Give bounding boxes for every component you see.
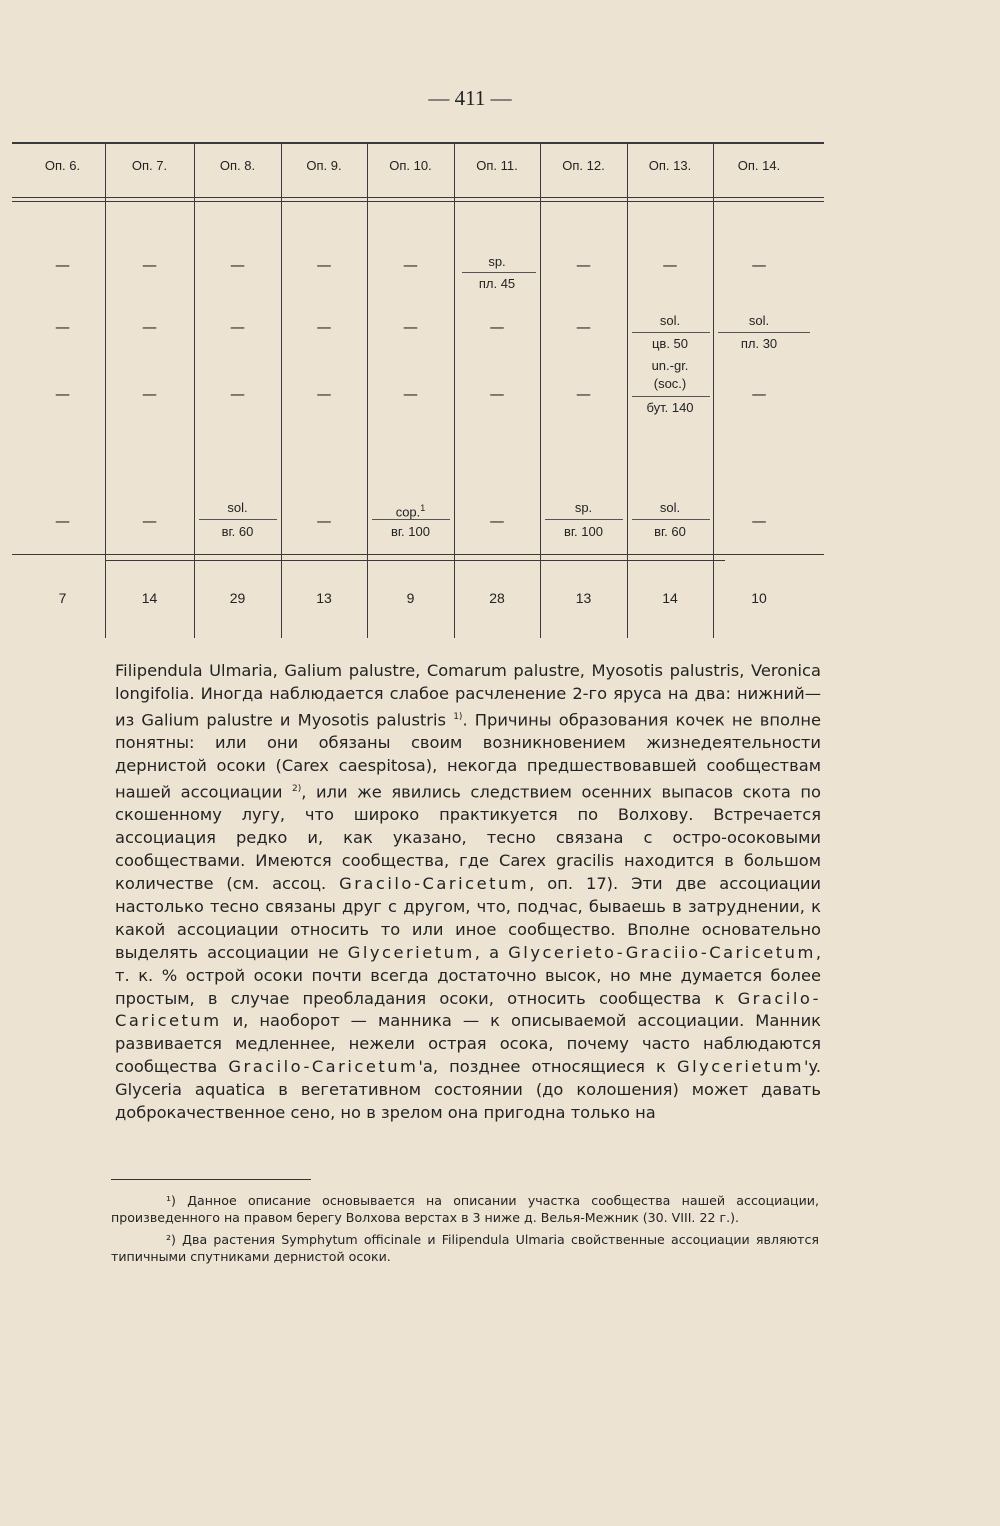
table-cell-dash: — [403,256,418,274]
header-op9: Оп. 9. [306,158,342,173]
page-number: — 411 — [428,86,512,110]
cell-separator [632,396,710,397]
table-cell-dash: — [403,318,418,336]
header-op7: Оп. 7. [131,158,168,173]
table-cell-value: вг. 100 [391,524,430,539]
header-op12: Оп. 12. [562,158,605,173]
text-run: 'a, позднее относящиеся к [418,1057,666,1077]
table-cell-value: sp. [488,254,506,269]
cell-separator [718,332,810,333]
table-cell-value: un.-gr. [651,358,689,373]
table-cell-value: вг. 60 [654,524,686,539]
footnote-mark: 1 [420,503,426,513]
table-cell-dash: — [576,385,591,403]
table-cell-value: sol. [659,500,681,515]
header-rule-2 [12,201,824,202]
table-cell-dash: — [230,256,245,274]
total-op6: 7 [58,590,67,606]
table-cell-dash: — [55,512,70,530]
text-run: Filipendula Ulmaria, Galium palustre, Comarum palustre, Myosotis palustris, Veronica longifolia. Иногда наблюдается слабое расчленение 2-го яруса на два: нижний—из Galium palustre и Myosotis palustris [115,661,821,730]
body-paragraph [115,660,821,1125]
cell-separator [632,332,710,333]
term-gracilo-caricetum: Gracilo-Caricetum [228,1057,419,1077]
total-op11: 28 [489,590,505,606]
text-run: , а [474,942,500,962]
text-run: . Причины образования кочек не вполне понятны: или они обязаны своим возникновением жизнедеятельности дернистой осоки (Carex caespitosa), некогда предшествовавшей сообществам нашей ассоциации [115,710,821,802]
header-op14: Оп. 14. [737,158,781,173]
text-run: 'y. Glyceria aquatica в вегетативном состоянии (до колошения) может давать доброкачественное сено, но в зрелом она пригодна только на [115,1057,821,1123]
header-op6: Оп. 6. [44,158,81,173]
table-cell-value: бут. 140 [646,400,694,415]
table-cell-value: sol. [227,500,248,515]
header-op8: Оп. 8. [219,158,256,173]
table-cell-dash: — [55,385,70,403]
cell-separator [199,519,277,520]
table-top-rule [12,142,824,144]
table-cell-dash: — [142,256,157,274]
table-cell-dash: — [576,318,591,336]
table-cell-dash: — [403,385,418,403]
total-op12: 13 [575,590,592,606]
table-cell-dash: — [751,256,767,274]
text-run: , оп. 17). Эти две ассоциации настолько тесно связаны друг с другом, что, подчас, бываешь в затруднении, к какой ассоциации относить то или иное сообщество. Вполне основательно выделять ассоциации не [115,874,822,962]
table-cell-dash: — [489,385,505,403]
term-gracilo-caricetum: Gracilo-Caricetum [339,874,530,893]
footnote-ref: 1) [453,711,463,722]
vegetation-table [0,0,1000,640]
table-cell-value: вг. 100 [564,524,603,539]
table-cell-value: вг. 60 [221,524,254,539]
table-cell-dash: — [489,512,505,530]
total-op9: 13 [316,590,332,606]
total-op10: 9 [406,590,415,606]
table-cell-dash: — [662,256,678,274]
cell-separator [545,519,623,520]
text-run: , т. к. % острой осоки почти всегда достаточно высок, но мне думается более простым, в случае преобладания осоки, относить сообщества к [115,942,821,1008]
header-op11: Оп. 11. [476,158,518,173]
total-op14: 10 [751,590,767,606]
table-cell-dash: — [142,385,157,403]
term-glycerietum: Glycerietum [676,1057,805,1077]
term-glycerieto-gracilo-caricetum: Glycerieto-Graciio-Caricetum [508,942,816,962]
total-op13: 14 [662,590,678,606]
table-cell-dash: — [142,512,157,530]
total-op8: 29 [229,590,246,606]
table-cell-value: sol. [748,313,770,328]
header-op10: Оп. 10. [389,158,432,173]
table-cell-dash: — [489,318,505,336]
table-cell-value: пл. 45 [478,276,516,291]
cell-separator [462,272,536,273]
table-cell-dash: — [316,318,332,336]
total-op7: 14 [141,590,158,606]
footnote-ref: 2) [291,783,302,794]
totals-rule-1 [12,554,824,555]
table-cell-value: (soc.) [653,376,687,391]
table-cell-value: sol. [659,313,681,328]
cell-separator [632,519,710,520]
table-cell-dash: — [751,385,767,403]
table-cell-dash: — [142,318,157,336]
term-gracilo-caricetum: Gracilo-Caricetum [115,988,821,1031]
totals-rule-2 [105,560,725,561]
table-cell-value: цв. 50 [651,336,689,351]
term-glycerietum: Glycerietum [347,942,475,962]
table-cell-dash: — [316,512,332,530]
cell-separator [372,519,450,520]
footnote-2: ²) Два растения Symphytum officinale и Filipendula Ulmaria свойственные ассоциации являются типичными спутниками дернистой осоки. [111,1232,819,1264]
table-cell-value [367,500,454,520]
header-rule-1 [12,197,824,198]
text-run: и, наоборот — манника — к описываемой ассоциации. Манник развивается медленнее, нежели острая осока, почему часто наблюдаются сообщества [115,1011,821,1077]
table-cell-dash: — [316,256,332,274]
text-run: , или же явились следствием осенних выпасов скота по скошенному лугу, что широко практикуется по Волхову. Встречается ассоциация редко и, как указано, тесно связана с остро-осоковыми сообществами. Имеются сообщества, где Carex gracilis находится в большом количестве (см. ассоц. [115,782,821,893]
footnote-rule [111,1179,311,1180]
table-cell-dash: — [751,512,767,530]
table-cell-value: sp. [574,500,593,515]
cell-text: cop. [395,504,421,520]
table-cell-dash: — [55,256,70,274]
paragraph [115,660,821,1125]
table-cell-dash: — [576,256,591,274]
table-cell-value: пл. 30 [740,336,778,351]
table-cell-dash: — [316,385,332,403]
table-cell-dash: — [55,318,70,336]
footnote-1: ¹) Данное описание основывается на описании участка сообщества нашей ассоциации, произведенного на правом берегу Волхова верстах в 3 ниже д. Велья-Межник (30. VIII. 22 г.). [111,1193,819,1225]
footnotes [111,1192,819,1270]
table-cell-dash: — [230,318,245,336]
table-cell-dash: — [230,385,245,403]
header-op13: Оп. 13. [648,158,692,173]
